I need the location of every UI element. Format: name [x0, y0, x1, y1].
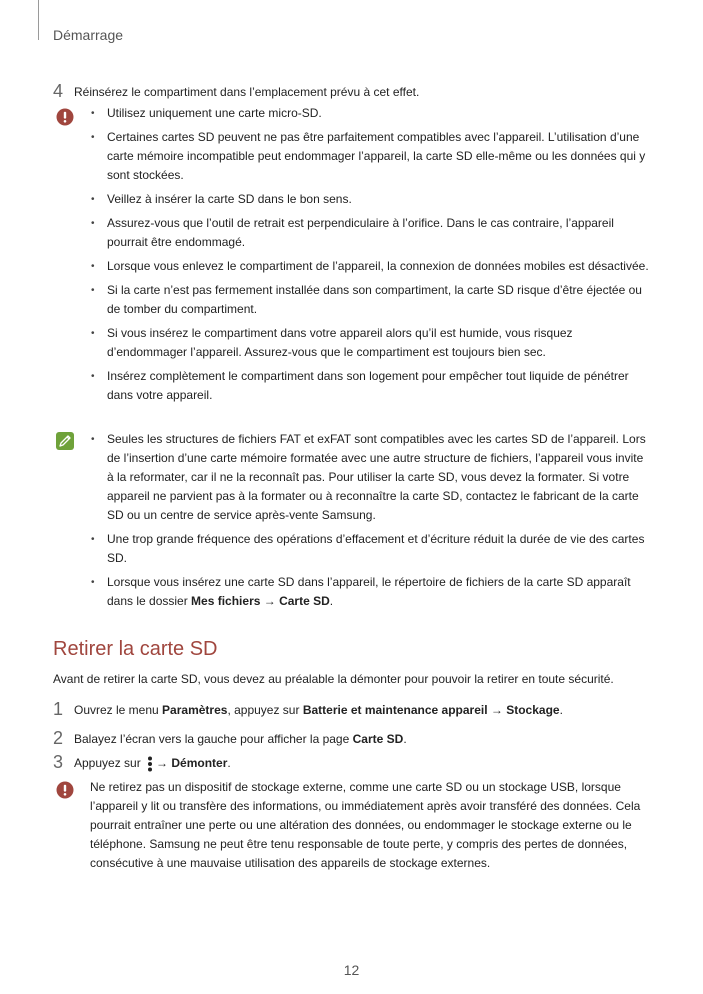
note-bullet-list	[90, 430, 650, 616]
caution-bullet-item: • Si vous insérez le compartiment dans votre appareil alors qu’il est humide, vous risquez d’endommager l’appareil. Assurez-vous que le compartiment est toujours bien sec.	[91, 326, 573, 359]
step-3-text	[74, 754, 653, 773]
note-bullet-text: Lorsque vous insérez une carte SD dans l’appareil, le répertoire de fichiers de la carte SD apparaît dans le dossier	[107, 575, 631, 608]
caution-bullet-text: Assurez-vous que l’outil de retrait est perpendiculaire à l’orifice. Dans le cas contraire, l’appareil pourrait être endommagé.	[107, 216, 614, 249]
step-1-middle: , appuyez sur	[227, 703, 303, 717]
caution-bullet-text: Certaines cartes SD peuvent ne pas être parfaitement compatibles avec l’appareil. L’utilisation d’une carte mémoire incompatible peut endommager l’appareil, la carte SD elle-même ou les données qui y sont stockées.	[107, 130, 646, 182]
caution-bullet-item: • Utilisez uniquement une carte micro-SD.	[91, 106, 322, 120]
step-3-prefix: Appuyez sur	[74, 756, 145, 770]
section-title: Retirer la carte SD	[53, 638, 218, 660]
note-bullet-item: • Une trop grande fréquence des opérations d’effacement et d’écriture réduit la durée de vie des cartes SD.	[91, 532, 645, 565]
menu-settings: Paramètres	[162, 703, 228, 717]
caution-bullet-text: Lorsque vous enlevez le compartiment de l’appareil, la connexion de données mobiles est désactivée.	[107, 259, 649, 273]
sentence-end: .	[329, 594, 334, 608]
header-margin-line	[38, 0, 39, 40]
step-1-text	[74, 701, 653, 720]
caution-bullet-item: • Lorsque vous enlevez le compartiment de l’appareil, la connexion de données mobiles est désactivée.	[91, 259, 649, 273]
step-2-prefix: Balayez l’écran vers la gauche pour afficher la page	[74, 732, 353, 746]
caution-bullet-item: • Veillez à insérer la carte SD dans le bon sens.	[91, 192, 352, 206]
menu-path-sd-card: Carte SD	[279, 594, 330, 608]
path-arrow: →	[156, 756, 172, 770]
step-number-2: 2	[53, 728, 64, 748]
note-bullet-text: Seules les structures de fichiers FAT et exFAT sont compatibles avec les cartes SD de l’appareil. Lors de l’insertion d’une carte mémoire formatée avec une autre structure de fichiers, l’appareil vous invite à la reformater, car il ne la reconnaît pas. Pour utiliser la carte SD, vous devez la formater. Si votre appareil ne parvient pas à la formater ou à reconnaître la carte SD, contactez le fabricant de la carte SD ou un centre de service après-vente Samsung.	[107, 432, 646, 522]
caution-bullet-text: Utilisez uniquement une carte micro-SD.	[107, 106, 322, 120]
caution-bullet-item: • Insérez complètement le compartiment dans son logement pour empêcher tout liquide de pénétrer dans votre appareil.	[91, 369, 629, 402]
caution-bullet-text: Si vous insérez le compartiment dans votre appareil alors qu’il est humide, vous risquez d’endommager l’appareil. Assurez-vous que le compartiment est toujours bien sec.	[107, 326, 573, 359]
menu-path-my-files: Mes fichiers	[191, 594, 261, 608]
step-number-1: 1	[53, 699, 64, 719]
sentence-end: .	[403, 732, 407, 746]
step-number-3: 3	[53, 752, 64, 772]
menu-battery-maintenance: Batterie et maintenance appareil	[302, 703, 488, 717]
page-sd-card: Carte SD	[352, 732, 404, 746]
step-number-4: 4	[53, 81, 64, 101]
menu-storage: Stockage	[506, 703, 560, 717]
caution-bullet-item: • Certaines cartes SD peuvent ne pas être parfaitement compatibles avec l’appareil. L’utilisation d’une carte mémoire incompatible peut endommager l’appareil, la carte SD elle-même ou les données qui y sont stockées.	[91, 130, 646, 182]
warning-paragraph: Ne retirez pas un dispositif de stockage externe, comme une carte SD ou un stockage USB, lorsque l’appareil y lit ou transfère des informations, ou immédiatement après avoir transféré des données. Cela pourrait entraîner une perte ou une altération des données, ou endommager le stockage externe ou le téléphone. Samsung ne peut être tenu responsable de toute perte, y compris des pertes de données, consécutive à une mauvaise utilisation des appareils de stockage externes.	[90, 780, 641, 870]
caution-bullet-item: • Assurez-vous que l’outil de retrait est perpendiculaire à l’orifice. Dans le cas contraire, l’appareil pourrait être endommagé.	[91, 216, 614, 249]
path-arrow: →	[260, 594, 280, 608]
sentence-end: .	[559, 703, 563, 717]
step-4-text: Réinsérez le compartiment dans l’emplacement prévu à cet effet.	[74, 85, 420, 99]
action-unmount: Démonter	[171, 756, 228, 770]
caution-bullet-text: Si la carte n’est pas fermement installée dans son compartiment, la carte SD risque d’être éjectée ou de tomber du compartiment.	[107, 283, 642, 316]
caution-bullet-text: Veillez à insérer la carte SD dans le bon sens.	[107, 192, 352, 206]
sentence-end: .	[227, 756, 231, 770]
caution-bullet-item: • Si la carte n’est pas fermement installée dans son compartiment, la carte SD risque d’être éjectée ou de tomber du compartiment.	[91, 283, 642, 316]
note-bullet-item: • Seules les structures de fichiers FAT et exFAT sont compatibles avec les cartes SD de l’appareil. Lors de l’insertion d’une carte mémoire formatée avec une autre structure de fichiers, l’appareil vous invite à la reformater, car il ne la reconnaît pas. Pour utiliser la carte SD, vous devez la formater. Si votre appareil ne parvient pas à la formater ou à reconnaître la carte SD, contactez le fabricant de la carte SD ou un centre de service après-vente Samsung.	[91, 432, 646, 522]
page-number: 12	[343, 962, 360, 978]
caution-bullet-list	[90, 104, 650, 410]
caution-icon	[56, 108, 74, 126]
path-arrow: →	[487, 703, 507, 717]
page-header-title: Démarrage	[53, 27, 124, 43]
note-icon	[56, 432, 74, 450]
step-2-text	[74, 730, 653, 749]
step-1-prefix: Ouvrez le menu	[74, 703, 163, 717]
caution-bullet-text: Insérez complètement le compartiment dans son logement pour empêcher tout liquide de pénétrer dans votre appareil.	[107, 369, 629, 402]
more-options-icon	[147, 756, 153, 772]
caution-icon	[56, 781, 74, 799]
section-intro: Avant de retirer la carte SD, vous devez au préalable la démonter pour pouvoir la retirer en toute sécurité.	[53, 672, 614, 686]
note-bullet-text: Une trop grande fréquence des opérations d’effacement et d’écriture réduit la durée de vie des cartes SD.	[107, 532, 645, 565]
note-bullet-item: • Lorsque vous insérez une carte SD dans l’appareil, le répertoire de fichiers de la carte SD apparaît dans le dossier Mes fichiers → Carte SD.	[91, 575, 631, 608]
